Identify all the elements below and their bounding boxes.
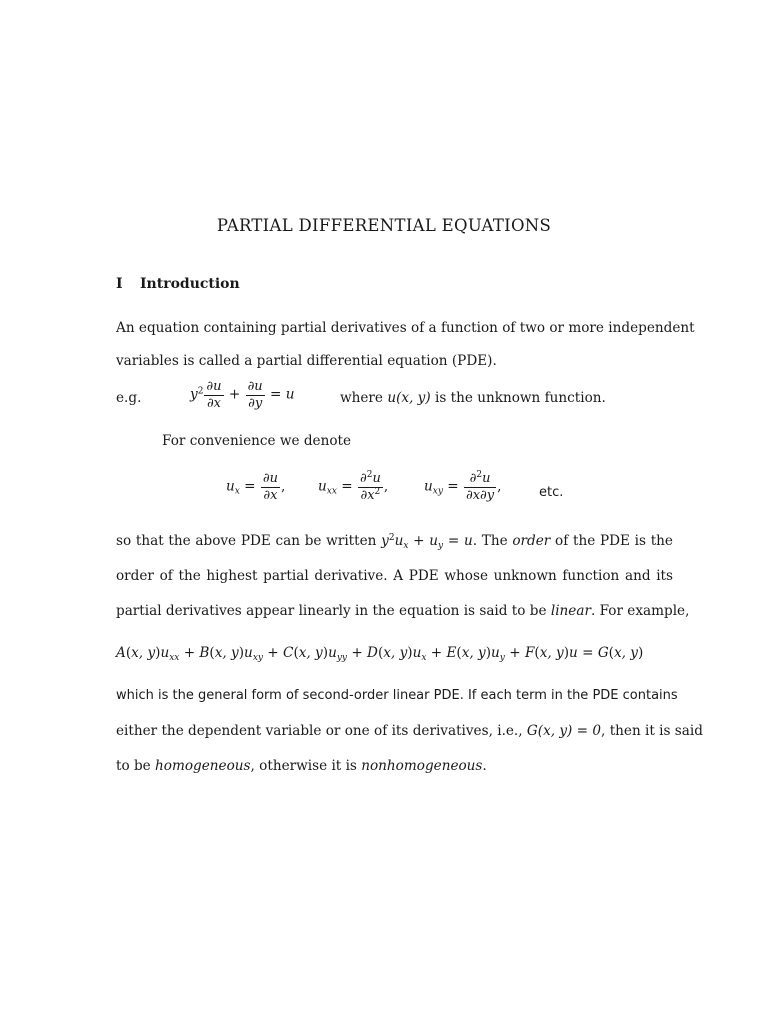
- example-label: e.g.: [116, 390, 142, 406]
- para3-line-1: which is the general form of second-order linear PDE. If each term in the PDE contains: [116, 688, 678, 703]
- term-linear: linear: [550, 603, 591, 619]
- example-where: where u(x, y) is the unknown function.: [340, 390, 606, 406]
- term-order: order: [512, 533, 551, 549]
- section-heading: [116, 276, 240, 292]
- general-form-equation: A(x, $y)u_{xx} + B(x$, $y)u_{xy} + C(x$, $y)u_{yy} + D(x$, $y)u_x + E(x$, $y)u_y + F(x$, y)u = G(x, y): [116, 645, 644, 663]
- document-title: PARTIAL DIFFERENTIAL EQUATIONS: [216, 216, 552, 235]
- intro-line-1: An equation containing partial derivatives of a function of two or more independent: [116, 320, 695, 336]
- para3-line-2: either the dependent variable or one of its derivatives, i.e., G(x, y) = 0, then it is said: [116, 723, 703, 739]
- para2-line-3: partial derivatives appear linearly in the equation is said to be linear. For example,: [116, 603, 690, 619]
- para3-line-3: to be homogeneous, otherwise it is nonhomogeneous.: [116, 758, 487, 774]
- para2-line-2: order of the highest partial derivative. A PDE whose unknown function and its: [116, 568, 673, 584]
- notation-uxy: $u_{xy}$ = $\frac{\partial^2u}{\partial x\partial y}$ ,: [424, 470, 502, 503]
- convenience-text: For convenience we denote: [162, 433, 352, 449]
- notation-uxx: $u_{xx}$ = $\frac{\partial^2u}{\partial x^2}$ ,: [318, 470, 389, 503]
- term-homogeneous: homogeneous: [155, 758, 251, 774]
- intro-line-2: variables is called a partial differential equation (PDE).: [116, 353, 497, 369]
- section-title: Introduction: [140, 276, 240, 292]
- example-equation: $y^2$ $\frac{\partial u}{\partial x}$ + $\frac{\partial u}{\partial y}$ = u: [190, 379, 295, 411]
- unknown-function: u(x, y): [387, 390, 431, 406]
- homogeneous-condition: G(x, y) = 0: [526, 723, 602, 739]
- term-nonhomogeneous: nonhomogeneous: [361, 758, 483, 774]
- notation-ux: $u_x$ = $\frac{\partial u}{\partial x}$ ,: [226, 471, 286, 503]
- para2-line-1: so that the above PDE can be written $y^2u_x + u_y = u$. The order of the PDE is the: [116, 533, 673, 551]
- notation-etc: etc.: [539, 485, 564, 500]
- section-number: I: [116, 276, 123, 292]
